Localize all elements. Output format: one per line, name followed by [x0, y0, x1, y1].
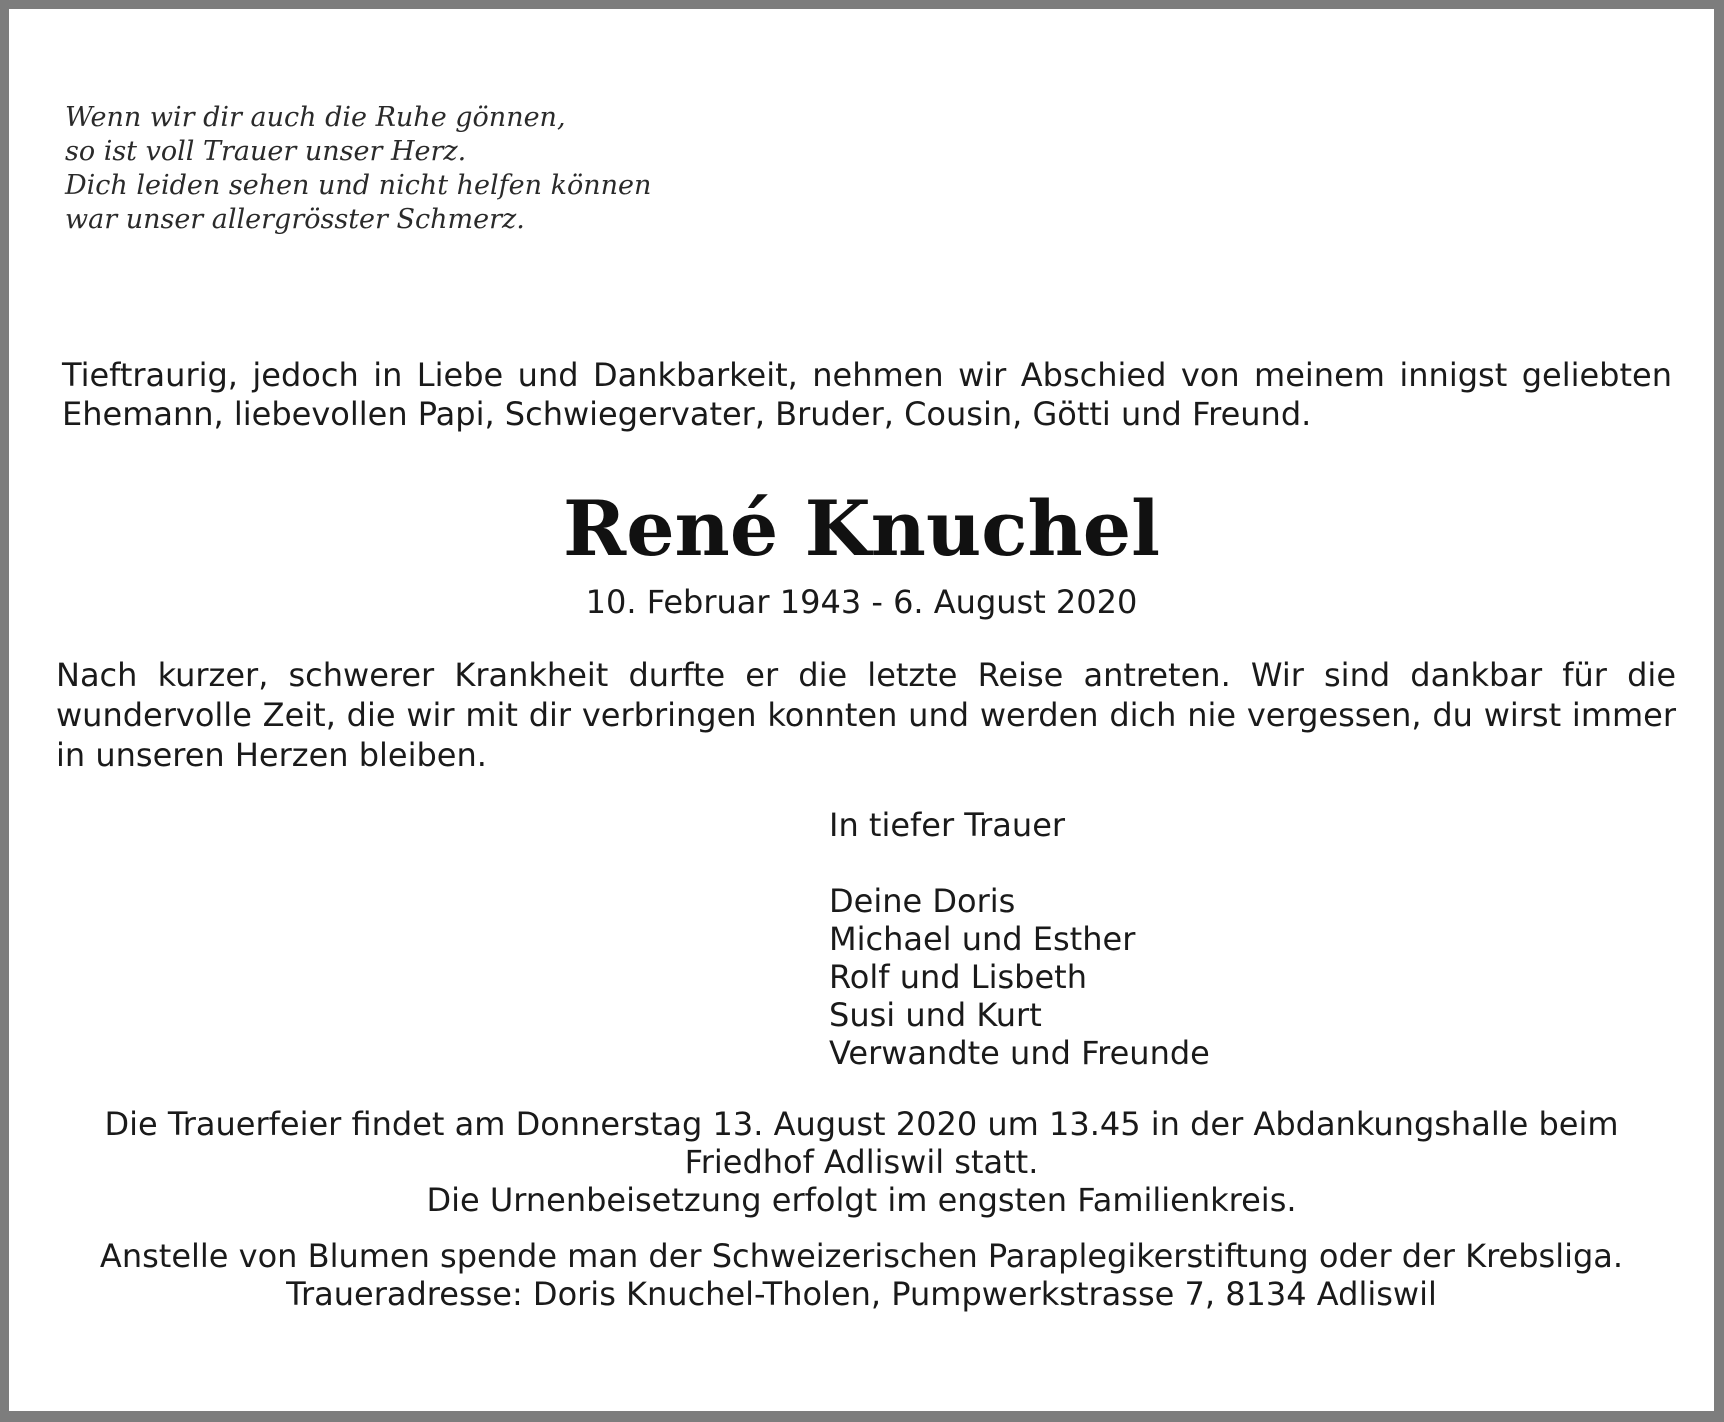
mourning-address: Traueradresse: Doris Knuchel-Tholen, Pumpwerkstrasse 7, 8134 Adliswil — [286, 1275, 1437, 1313]
poem-line: so ist voll Trauer unser Herz. — [65, 136, 467, 167]
service-line: Die Trauerfeier findet am Donnerstag 13. August 2020 um 13.45 in der Abdankungshalle beim — [104, 1105, 1619, 1143]
life-dates: 10. Februar 1943 - 6. August 2020 — [585, 583, 1138, 621]
farewell-message: Nach kurzer, schwerer Krankheit durfte er die letzte Reise antreten. Wir sind dankbar für die wundervolle Zeit, die wir mit dir verbringen konnten und werden dich nie vergessen, du wirst immer in unseren Herzen bleiben. — [56, 656, 1676, 774]
intro-text: Tieftraurig, jedoch in Liebe und Dankbarkeit, nehmen wir Abschied von meinem innigst geliebten Ehemann, liebevollen Papi, Schwiegervater, Bruder, Cousin, Götti und Freund. — [62, 356, 1672, 433]
service-info — [9, 1105, 1714, 1219]
poem-line: Wenn wir dir auch die Ruhe gönnen, — [65, 102, 566, 133]
deceased-name: René Knuchel — [563, 484, 1160, 573]
mourner-name: Deine Doris — [829, 882, 1016, 920]
mourners-heading: In tiefer Trauer — [829, 806, 1066, 844]
mourner-name: Rolf und Lisbeth — [829, 958, 1087, 996]
donation-info — [9, 1237, 1714, 1313]
obituary-page — [9, 9, 1714, 1411]
service-line: Friedhof Adliswil statt. — [684, 1143, 1039, 1181]
donation-line: Anstelle von Blumen spende man der Schweizerischen Paraplegikerstiftung oder der Krebsliga. — [99, 1237, 1624, 1275]
service-line: Die Urnenbeisetzung erfolgt im engsten Familienkreis. — [426, 1181, 1297, 1219]
mourner-name: Susi und Kurt — [829, 996, 1042, 1034]
poem — [65, 101, 651, 237]
mourner-name: Michael und Esther — [829, 920, 1136, 958]
mourner-name: Verwandte und Freunde — [829, 1034, 1210, 1072]
poem-line: war unser allergrösster Schmerz. — [65, 204, 525, 235]
poem-line: Dich leiden sehen und nicht helfen können — [65, 170, 652, 201]
mourners-block — [829, 806, 1210, 1072]
